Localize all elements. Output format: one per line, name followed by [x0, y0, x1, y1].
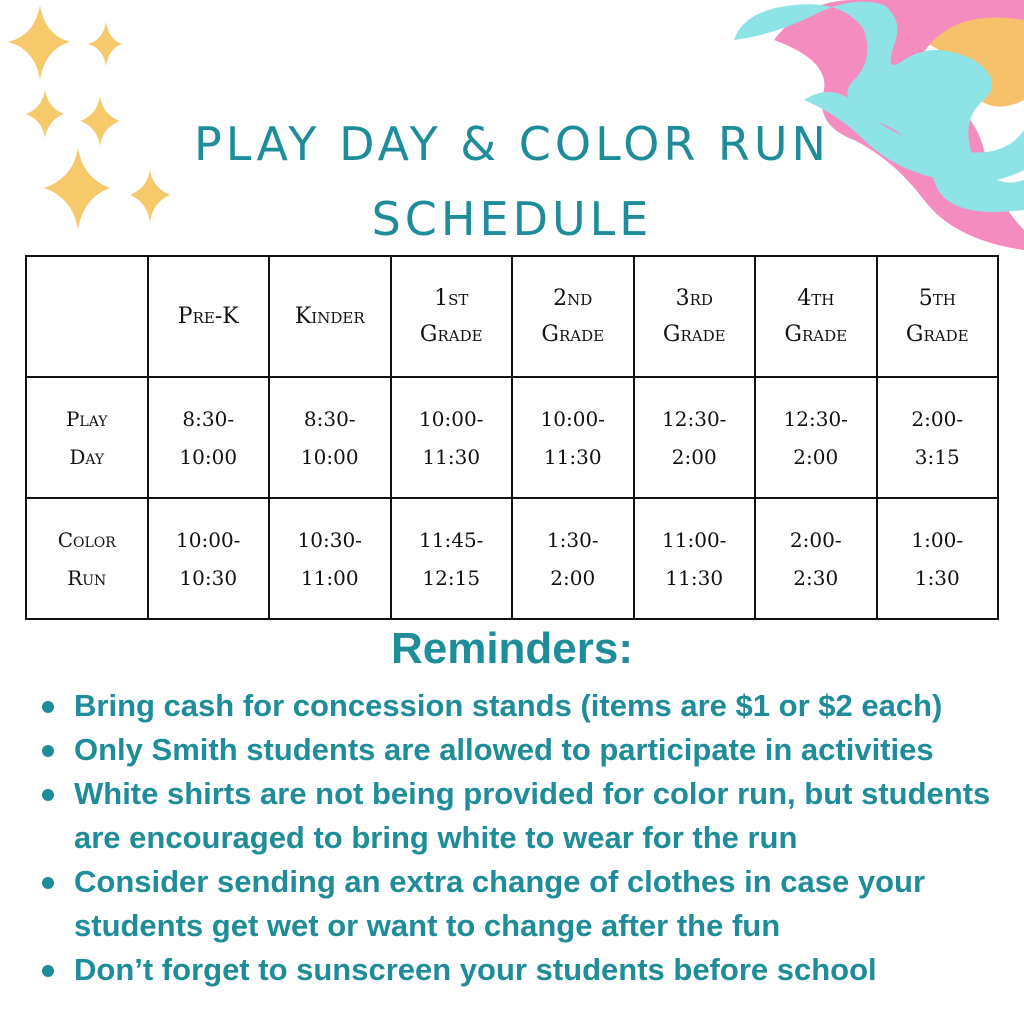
list-item: Consider sending an extra change of clothes in case your students get wet or want to change after the fun: [40, 860, 1010, 948]
time-cell: 10:00- 11:30: [512, 377, 634, 498]
page-title-line2: SCHEDULE: [371, 192, 653, 246]
page-title-line1: PLAY DAY & COLOR RUN: [194, 117, 830, 171]
reminders-heading: Reminders:: [390, 624, 634, 673]
header-cell: 4th Grade: [755, 256, 877, 377]
list-item: Don’t forget to sunscreen your students before school: [40, 948, 1010, 992]
table-row-play-day: [26, 377, 998, 498]
list-item: Bring cash for concession stands (items are $1 or $2 each): [40, 684, 1010, 728]
time-cell: 8:30- 10:00: [148, 377, 270, 498]
row-label: Color Run: [26, 498, 148, 619]
time-cell: 1:30- 2:00: [512, 498, 634, 619]
star-icon: [88, 22, 122, 66]
list-item: Only Smith students are allowed to participate in activities: [40, 728, 1010, 772]
time-cell: 10:30- 11:00: [269, 498, 391, 619]
time-cell: 1:00- 1:30: [877, 498, 999, 619]
table-header-row: [26, 256, 998, 377]
time-cell: 11:45- 12:15: [391, 498, 513, 619]
reminders-list: [40, 684, 1010, 992]
list-item: White shirts are not being provided for color run, but students are encouraged to bring white to wear for the run: [40, 772, 1010, 860]
time-cell: 12:30- 2:00: [634, 377, 756, 498]
header-cell: 2nd Grade: [512, 256, 634, 377]
header-cell: 3rd Grade: [634, 256, 756, 377]
time-cell: 8:30- 10:00: [269, 377, 391, 498]
time-cell: 12:30- 2:00: [755, 377, 877, 498]
time-cell: 2:00- 3:15: [877, 377, 999, 498]
time-cell: 2:00- 2:30: [755, 498, 877, 619]
time-cell: 10:00- 10:30: [148, 498, 270, 619]
schedule-table: [25, 255, 999, 620]
header-cell: 1st Grade: [391, 256, 513, 377]
header-cell: Kinder: [269, 256, 391, 377]
row-label: Play Day: [26, 377, 148, 498]
star-icon: [8, 5, 70, 80]
time-cell: 10:00- 11:30: [391, 377, 513, 498]
header-cell-empty: [26, 256, 148, 377]
header-cell: Pre-K: [148, 256, 270, 377]
time-cell: 11:00- 11:30: [634, 498, 756, 619]
header-cell: 5th Grade: [877, 256, 999, 377]
table-row-color-run: [26, 498, 998, 619]
